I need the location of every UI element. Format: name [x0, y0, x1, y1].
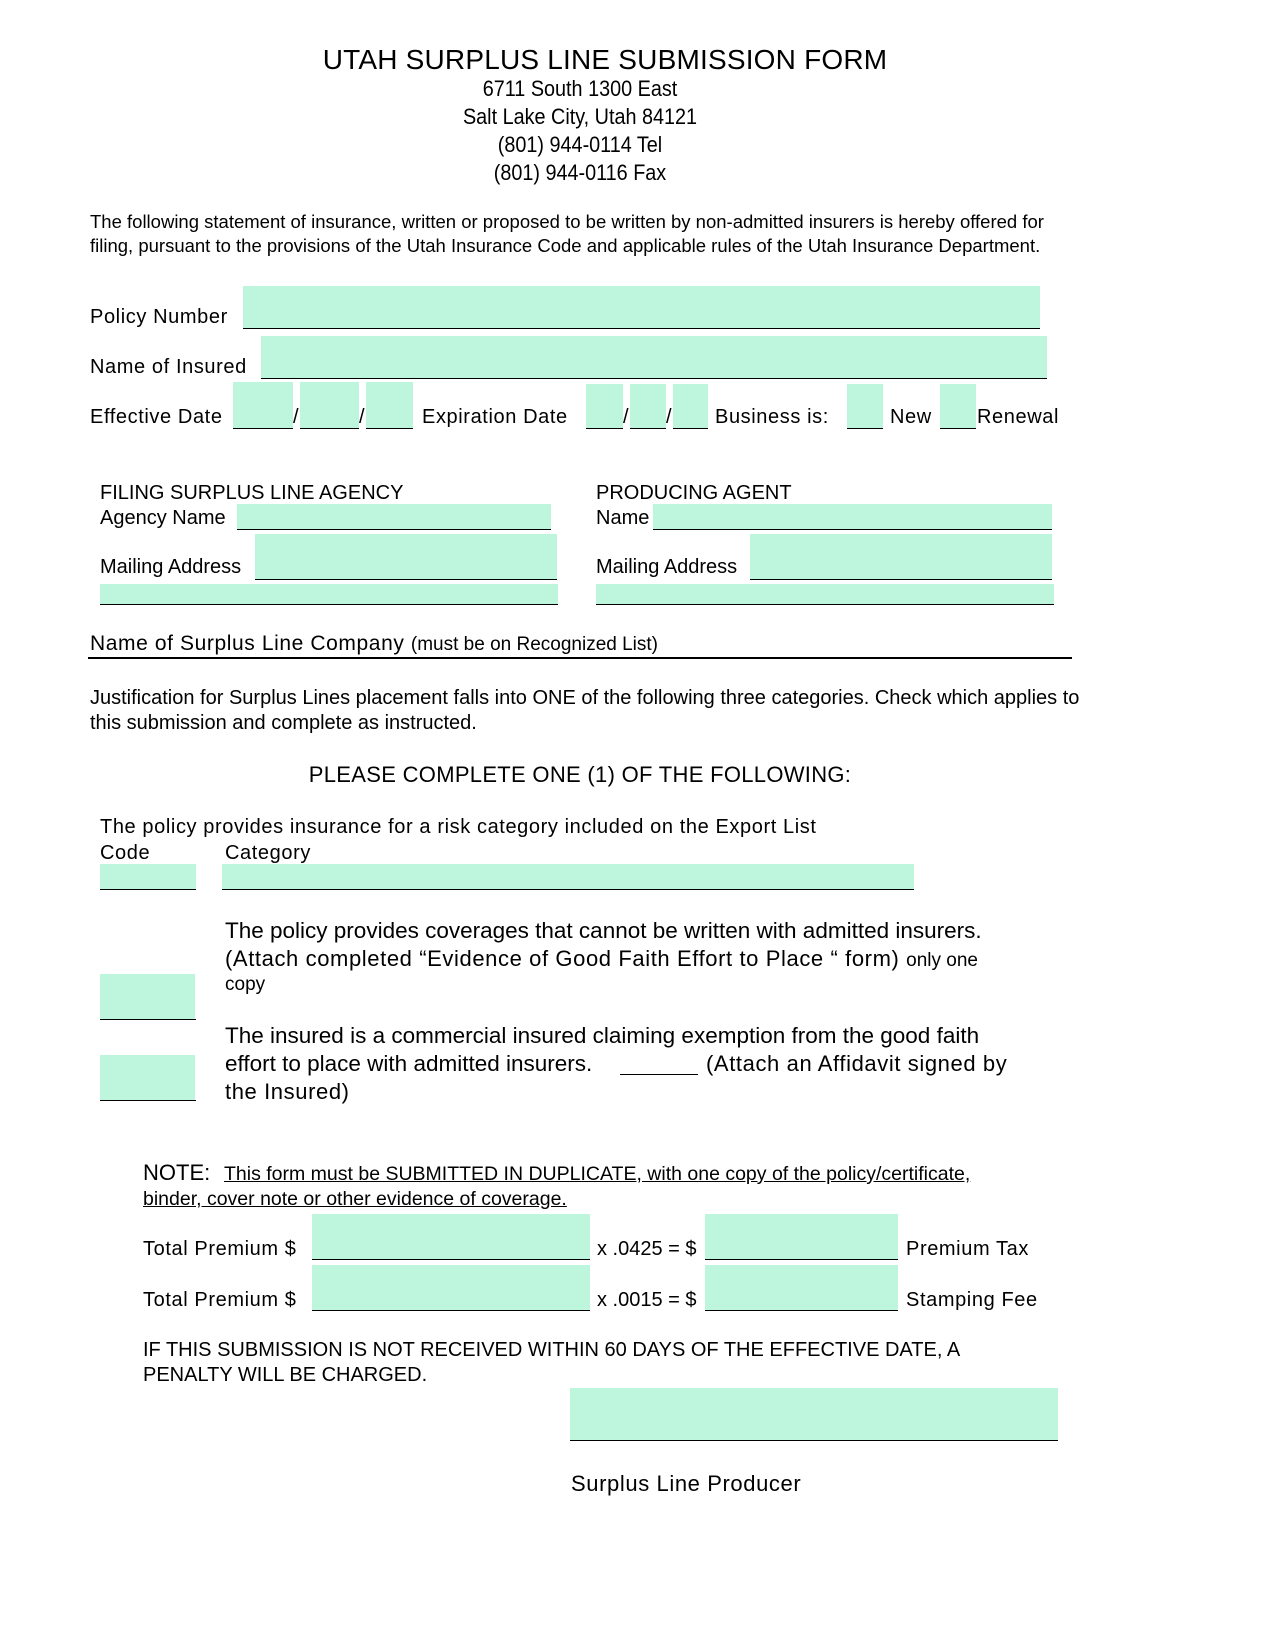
total-premium-label-2: Total Premium $ — [143, 1289, 297, 1311]
expiration-year-field[interactable] — [673, 384, 708, 429]
effective-year-field[interactable] — [366, 382, 413, 429]
code-label: Code — [100, 842, 151, 864]
agency-name-label: Agency Name — [100, 507, 226, 529]
export-list-text: The policy provides insurance for a risk category included on the Export List — [100, 816, 817, 838]
total-premium-label: Total Premium $ — [143, 1238, 297, 1260]
address-line-1: 6711 South 1300 East — [482, 76, 678, 101]
renewal-checkbox[interactable] — [940, 384, 976, 429]
slash: / — [623, 406, 629, 428]
expiration-date-label: Expiration Date — [422, 406, 568, 428]
agent-mailing-label: Mailing Address — [596, 556, 738, 578]
effective-date-label: Effective Date — [90, 406, 223, 428]
option2-line3: copy — [225, 974, 266, 995]
insured-name-field[interactable] — [261, 336, 1047, 379]
effective-month-field[interactable] — [233, 382, 293, 429]
effective-day-field[interactable] — [300, 382, 359, 429]
option2-line2-text: (Attach completed “Evidence of Good Faith Effort to Place “ form) — [225, 946, 900, 971]
expiration-month-field[interactable] — [586, 384, 623, 429]
option3-checkbox[interactable] — [100, 1055, 195, 1101]
stamping-fee-field[interactable] — [705, 1265, 898, 1311]
form-title: UTAH SURPLUS LINE SUBMISSION FORM — [322, 44, 888, 75]
renewal-label: Renewal — [977, 406, 1060, 428]
penalty-line-1: IF THIS SUBMISSION IS NOT RECEIVED WITHIN 60 DAYS OF THE EFFECTIVE DATE, A — [143, 1339, 961, 1361]
slash: / — [359, 406, 365, 428]
agent-heading: PRODUCING AGENT — [596, 482, 792, 504]
export-category-field[interactable] — [222, 864, 914, 890]
option3-inline-blank[interactable] — [620, 1074, 698, 1075]
option3-line2a: effort to place with admitted insurers. — [225, 1051, 593, 1076]
company-field-line[interactable] — [88, 657, 1072, 659]
premium-tax-field[interactable] — [705, 1214, 898, 1260]
option2-line1: The policy provides coverages that cannot be written with admitted insurers. — [225, 918, 982, 943]
agent-name-field[interactable] — [653, 504, 1052, 530]
option2-checkbox[interactable] — [100, 974, 195, 1020]
business-is-label: Business is: — [715, 406, 829, 428]
note-label: NOTE: — [143, 1160, 211, 1185]
fax: (801) 944-0116 Fax — [493, 160, 667, 185]
note-text-1: This form must be SUBMITTED IN DUPLICATE, with one copy of the policy/certificate, — [224, 1163, 971, 1185]
agency-mailing-field-2[interactable] — [100, 584, 558, 605]
company-label-text: Name of Surplus Line Company — [90, 632, 405, 655]
new-business-checkbox[interactable] — [847, 384, 883, 429]
option3-line1: The insured is a commercial insured claiming exemption from the good faith — [225, 1023, 980, 1048]
premium-tax-label: Premium Tax — [906, 1238, 1029, 1260]
new-label: New — [890, 406, 932, 428]
intro-paragraph: The following statement of insurance, written or proposed to be written by non-admitted insurers is hereby offered for filing, pursuant to the provisions of the Utah Insurance Code and applicable rules of the Utah Insurance Department. — [90, 211, 1044, 256]
option2-check-line — [100, 1019, 196, 1020]
agency-name-field[interactable] — [237, 504, 551, 530]
export-code-field[interactable] — [100, 864, 196, 890]
slash: / — [293, 406, 299, 428]
total-premium-tax-field[interactable] — [312, 1214, 590, 1260]
policy-number-label: Policy Number — [90, 306, 228, 328]
producer-signature-label: Surplus Line Producer — [571, 1471, 802, 1496]
address-line-2: Salt Lake City, Utah 84121 — [462, 104, 698, 129]
agency-mailing-field[interactable] — [255, 534, 557, 580]
option2-only-one: only one — [906, 950, 978, 971]
total-premium-fee-field[interactable] — [312, 1265, 590, 1311]
stamping-fee-label: Stamping Fee — [906, 1289, 1038, 1311]
agent-mailing-field[interactable] — [750, 534, 1052, 580]
expiration-day-field[interactable] — [630, 384, 666, 429]
company-label — [90, 632, 658, 656]
agency-mailing-label: Mailing Address — [100, 556, 242, 578]
producer-signature-field[interactable] — [570, 1388, 1058, 1441]
option2-line2 — [225, 946, 978, 972]
telephone: (801) 944-0114 Tel — [497, 132, 663, 157]
company-note: (must be on Recognized List) — [410, 634, 659, 655]
penalty-line-2: PENALTY WILL BE CHARGED. — [143, 1364, 428, 1386]
fee-rate-label: x .0015 = $ — [597, 1289, 697, 1311]
complete-one-heading: PLEASE COMPLETE ONE (1) OF THE FOLLOWING: — [308, 762, 852, 787]
agency-heading: FILING SURPLUS LINE AGENCY — [100, 482, 404, 504]
policy-number-field[interactable] — [243, 286, 1040, 329]
option3-line2b: (Attach an Affidavit signed by — [706, 1051, 1008, 1076]
tax-rate-label: x .0425 = $ — [597, 1238, 697, 1260]
category-label: Category — [225, 842, 311, 864]
agent-name-label: Name — [596, 507, 650, 529]
note-text-2: binder, cover note or other evidence of coverage. — [143, 1188, 567, 1210]
option3-line3: the Insured) — [225, 1079, 350, 1104]
agent-mailing-field-2[interactable] — [596, 584, 1054, 605]
insured-name-label: Name of Insured — [90, 356, 247, 378]
slash: / — [666, 406, 672, 428]
justification-paragraph: Justification for Surplus Lines placement falls into ONE of the following three categories. Check which applies to this submission and complete as instructed. — [90, 687, 1080, 734]
option3-check-line — [100, 1100, 196, 1101]
